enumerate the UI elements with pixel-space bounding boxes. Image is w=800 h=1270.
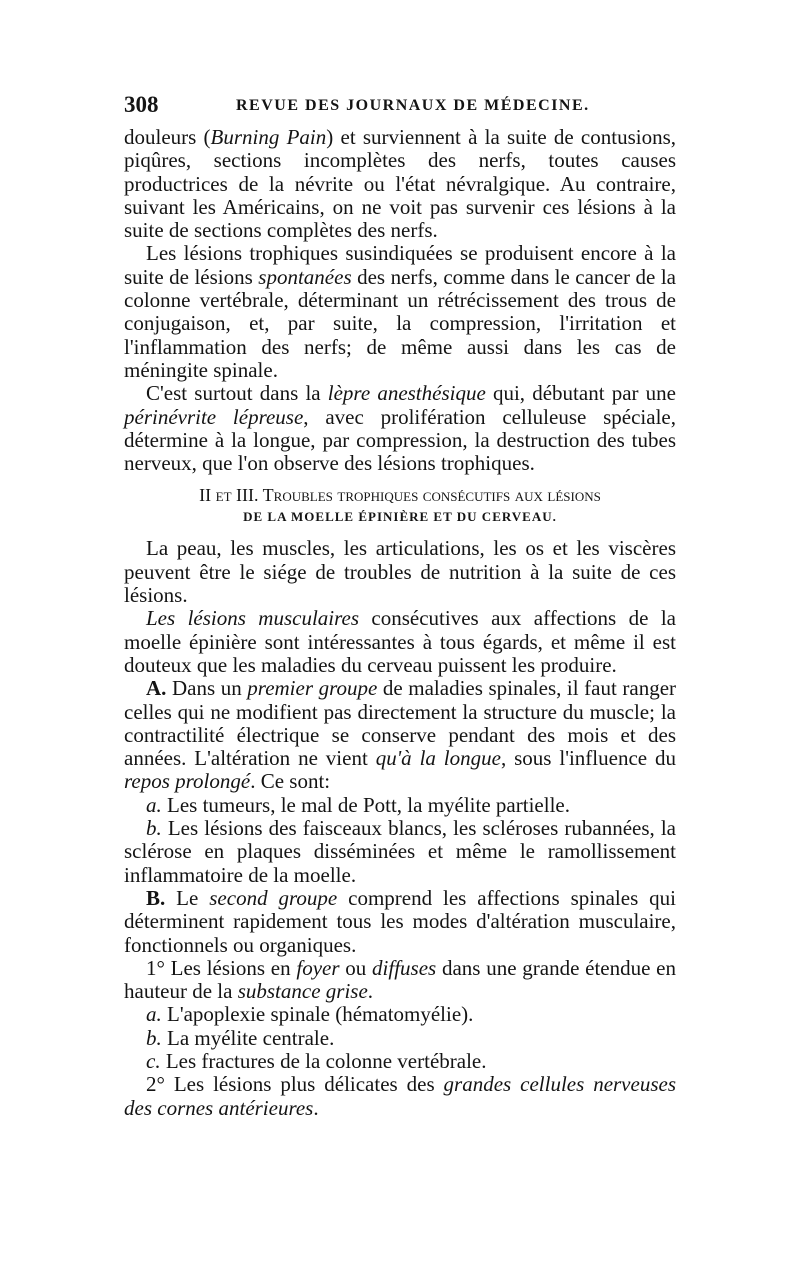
list-item: 1° Les lésions en foyer ou diffuses dans une grande étendue en hauteur de la substance grise. — [124, 955, 676, 1004]
list-item: c. Les fractures de la colonne vertébrale. — [146, 1048, 487, 1073]
section-heading-line1: II et III. Troubles trophiques consécutifs aux lésions — [199, 485, 601, 506]
page-header — [124, 92, 680, 122]
running-title: REVUE DES JOURNAUX DE MÉDECINE. — [236, 97, 590, 114]
paragraph: A. Dans un premier groupe de maladies spinales, il faut ranger celles qui ne modifient pas directement la structure du muscle; la contractilité électrique se conserve pendant des mois et des années. L'altération ne vient qu'à la longue, sous l'influence du repos prolongé. Ce sont: — [124, 676, 677, 794]
list-item: b. La myélite centrale. — [146, 1025, 335, 1050]
paragraph: douleurs (Burning Pain) et surviennent à la suite de contusions, piqûres, sections incomplètes des nerfs, toutes causes productrices de la névrite ou l'état névralgique. Au contraire, suivant les Américains, on ne voit pas survenir ces lésions à la suite de sections complètes des nerfs. — [124, 125, 677, 243]
paragraph: La peau, les muscles, les articulations, les os et les viscères peuvent être le siége de troubles de nutrition à la suite de ces lésions. — [124, 536, 676, 608]
body-text — [124, 126, 676, 1120]
page-number: 308 — [124, 92, 159, 117]
paragraph: Les lésions musculaires consécutives aux affections de la moelle épinière sont intéressantes à tous égards, et même il est douteux que les maladies du cerveau puissent les produire. — [124, 606, 676, 677]
paragraph: Les lésions trophiques susindiquées se produisent encore à la suite de lésions spontanées des nerfs, comme dans le cancer de la colonne vertébrale, déterminant un rétrécissement des trous de conjugaison, et, par suite, la compression, l'irritation et l'inflammation des nerfs; de même aussi dans les cas de méningite spinale. — [124, 241, 676, 382]
section-heading-line2: DE LA MOELLE ÉPINIÈRE ET DU CERVEAU. — [243, 509, 557, 525]
section-heading — [124, 484, 676, 528]
list-item: 2° Les lésions plus délicates des grandes cellules nerveuses des cornes antérieures. — [124, 1072, 676, 1120]
list-item: b. Les lésions des faisceaux blancs, les scléroses rubannées, la sclérose en plaques disséminées et même le ramollissement inflammatoire de la moelle. — [124, 816, 676, 887]
paragraph: B. Le second groupe comprend les affections spinales qui déterminent rapidement tous les modes d'altération musculaire, fonctionnels ou organiques. — [124, 885, 676, 957]
list-item: a. Les tumeurs, le mal de Pott, la myélite partielle. — [146, 792, 570, 817]
list-item: a. L'apoplexie spinale (hématomyélie). — [146, 1002, 474, 1027]
paragraph: C'est surtout dans la lèpre anesthésique qui, débutant par une périnévrite lépreuse, avec prolifération celluleuse spéciale, détermine à la longue, par compression, la destruction des tubes nerveux, que l'on observe des lésions trophiques. — [124, 381, 676, 476]
